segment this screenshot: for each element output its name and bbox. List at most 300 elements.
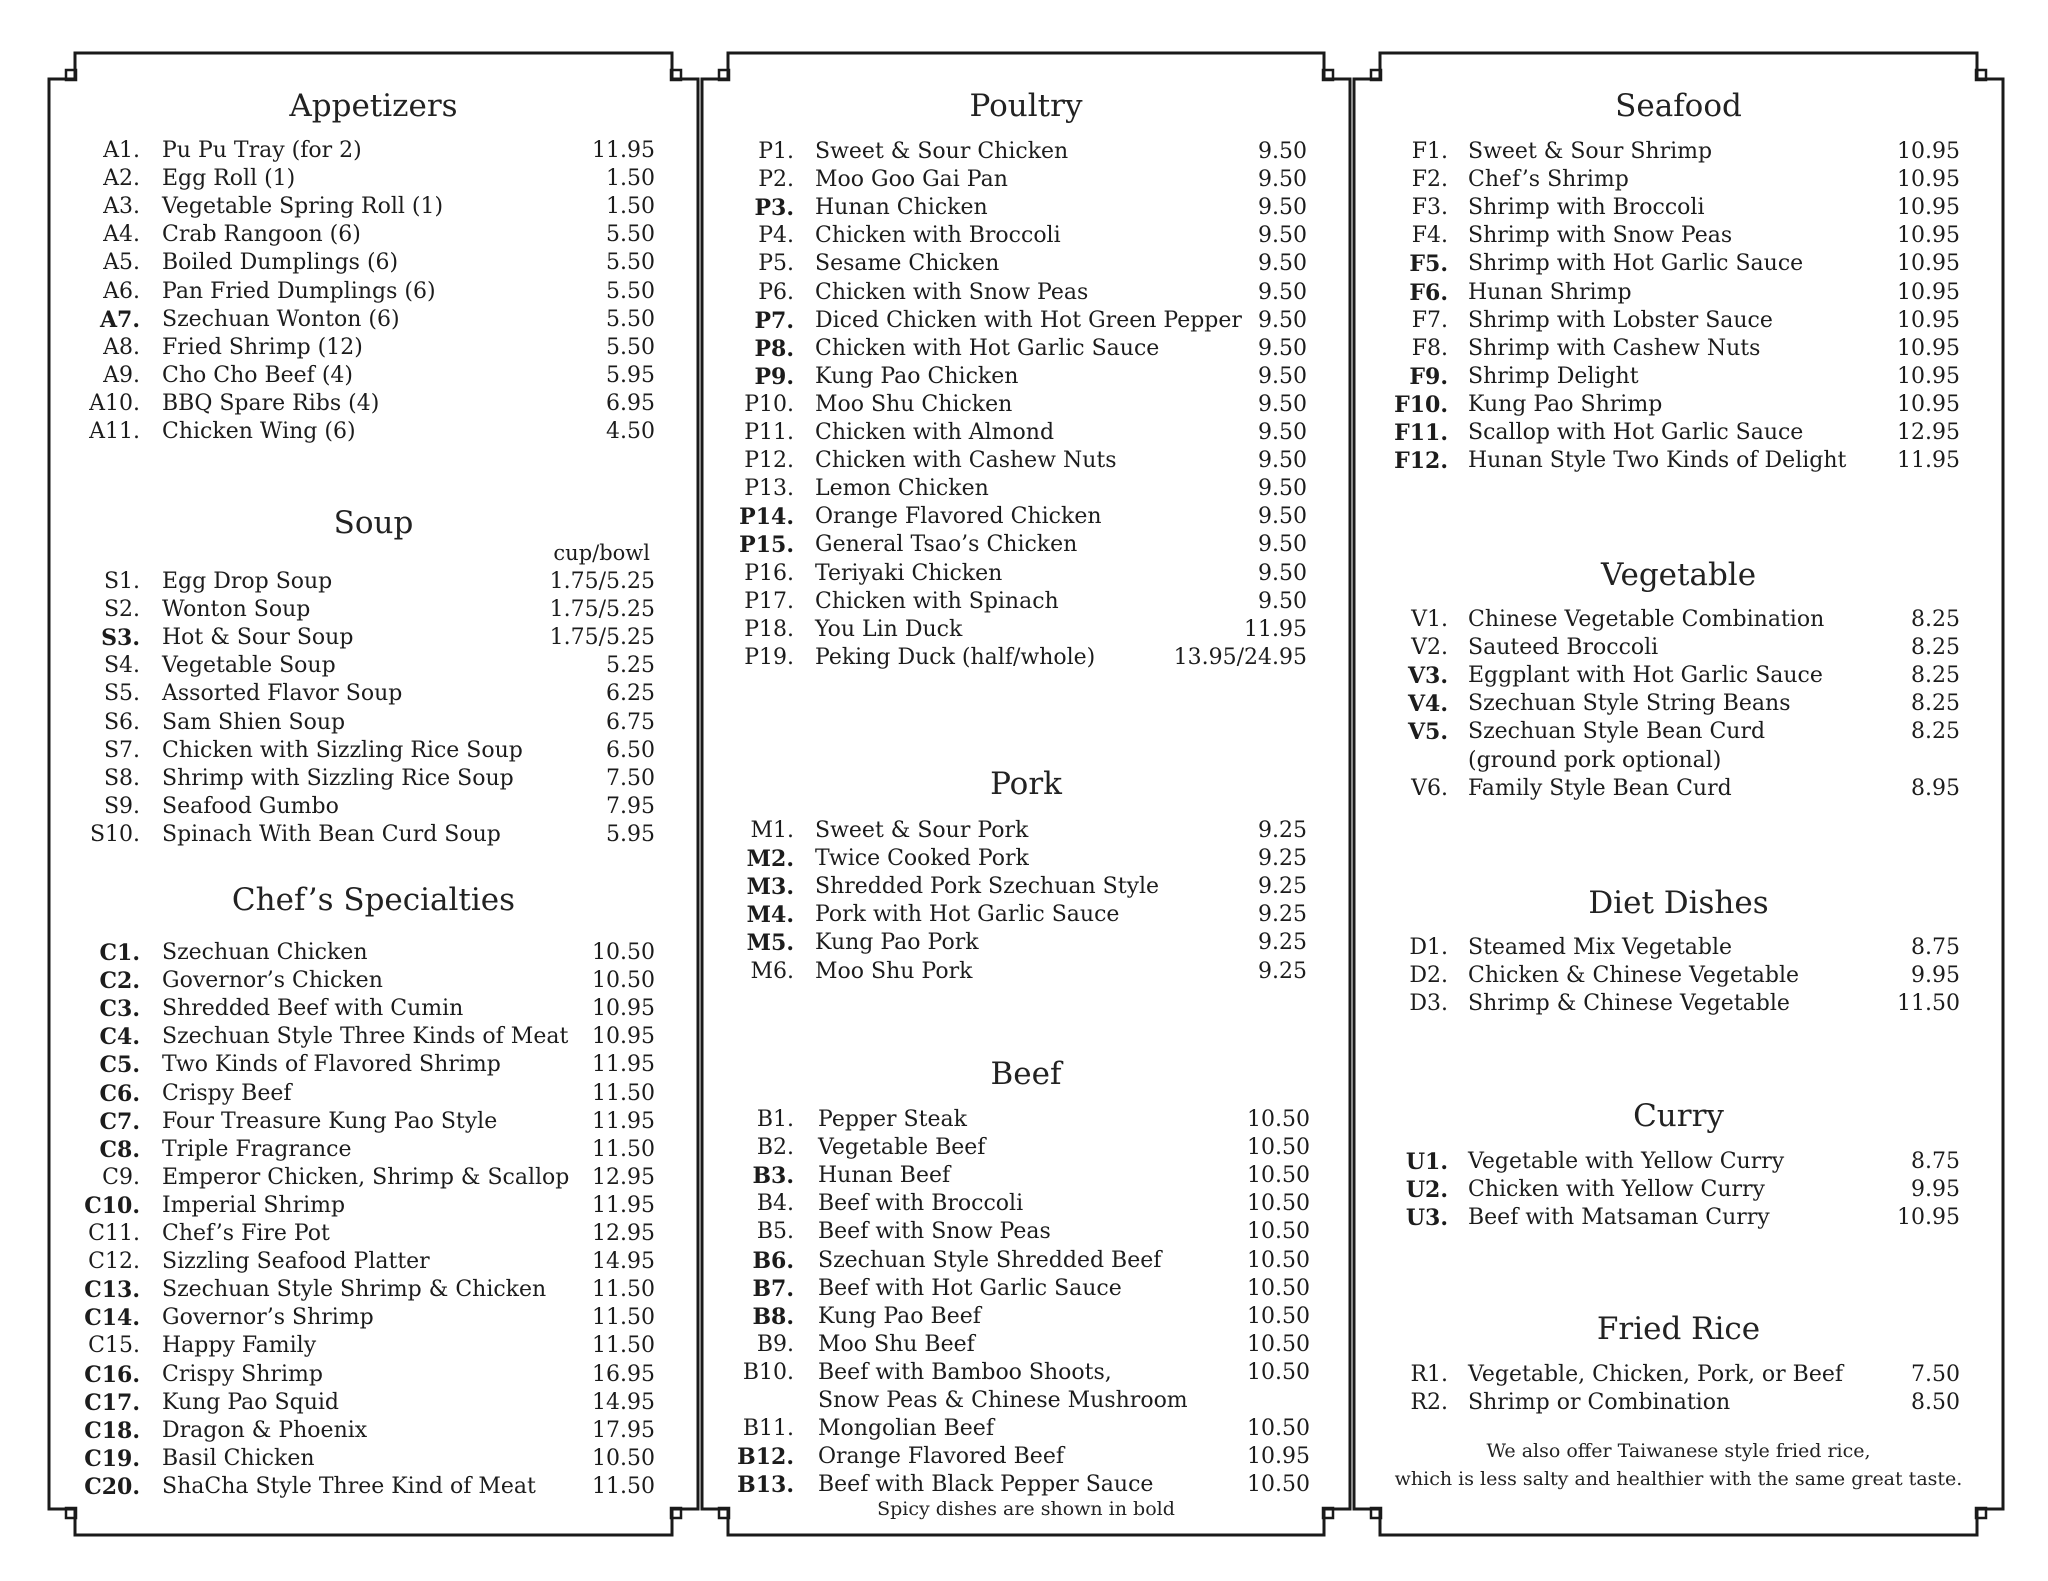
item-price: 10.95 <box>1897 251 1960 277</box>
item-price: 14.95 <box>592 1389 655 1415</box>
item-name: General Tsao’s Chicken <box>815 532 1078 558</box>
item-code: B11. <box>742 1416 794 1442</box>
menu-item-row <box>0 845 2048 873</box>
item-name: Orange Flavored Chicken <box>815 504 1102 530</box>
item-price: 13.95/24.95 <box>1173 644 1307 670</box>
item-name: Beef with Matsaman Curry <box>1468 1205 1770 1231</box>
item-price: 11.95 <box>1897 448 1960 474</box>
item-code: F7. <box>1411 307 1448 333</box>
item-name: Sweet & Sour Chicken <box>815 139 1069 164</box>
item-name: Mongolian Beef <box>818 1416 994 1442</box>
item-name: Shrimp with Lobster Sauce <box>1468 307 1773 333</box>
item-name: Szechuan Style Shredded Beef <box>818 1247 1162 1273</box>
fried-rice-note-line-1: We also offer Taiwanese style fried rice, <box>1486 1440 1871 1462</box>
section-title: Poultry <box>969 88 1083 124</box>
item-code: F4. <box>1411 223 1448 249</box>
item-code: C16. <box>84 1361 140 1388</box>
item-price: 10.50 <box>1247 1107 1310 1132</box>
item-price: 9.50 <box>1258 504 1307 530</box>
item-code: F12. <box>1394 448 1448 475</box>
item-name: Hunan Style Two Kinds of Delight <box>1468 448 1847 474</box>
item-price: 1.75/5.25 <box>549 569 655 594</box>
item-name: Hunan Shrimp <box>1468 279 1632 305</box>
item-price: 11.50 <box>592 1277 655 1303</box>
item-name: Egg Roll (1) <box>162 166 296 192</box>
item-code: A8. <box>103 334 140 360</box>
item-price: 5.50 <box>606 334 655 360</box>
item-price: 12.95 <box>592 1164 655 1190</box>
item-price: 8.25 <box>1911 691 1960 717</box>
item-code: S5. <box>103 681 140 707</box>
item-name: Chicken with Spinach <box>815 588 1059 614</box>
menu-item-row <box>0 1204 2048 1232</box>
menu-item-row <box>0 1415 2048 1443</box>
item-code: B13. <box>737 1472 794 1499</box>
item-code: S9. <box>103 793 140 819</box>
menu-item-row <box>0 1275 2048 1303</box>
item-price: 9.25 <box>1258 846 1307 872</box>
item-price: 8.75 <box>1911 935 1960 960</box>
item-price: 10.95 <box>592 1024 655 1050</box>
item-price: 1.50 <box>606 166 655 192</box>
menu-item-row <box>0 363 2048 391</box>
item-price: 9.50 <box>1258 139 1307 164</box>
item-price: 10.50 <box>1247 1191 1310 1217</box>
item-code: P16. <box>744 560 794 586</box>
menu-item-row <box>0 531 2048 559</box>
item-price: 9.50 <box>1258 448 1307 474</box>
item-code: A1. <box>103 138 140 163</box>
item-name: Chicken Wing (6) <box>162 419 356 444</box>
section-title: Vegetable <box>1600 557 1757 593</box>
item-name: Pepper Steak <box>818 1107 967 1132</box>
item-name: Szechuan Style Bean Curd <box>1468 719 1766 745</box>
item-code: B6. <box>752 1247 794 1274</box>
item-price: 5.50 <box>606 222 655 248</box>
menu-item-row <box>0 747 2048 775</box>
item-code: C2. <box>99 968 140 995</box>
item-name: Chinese Vegetable Combination <box>1468 607 1825 632</box>
section-title: Pork <box>990 766 1062 802</box>
item-code: B1. <box>756 1107 794 1132</box>
item-code: F3. <box>1411 195 1448 221</box>
item-name: ShaCha Style Three Kind of Meat <box>162 1473 536 1499</box>
item-price: 9.50 <box>1258 476 1307 502</box>
item-code: C19. <box>84 1445 140 1472</box>
item-code: P14. <box>739 504 794 531</box>
item-name: Diced Chicken with Hot Green Pepper <box>815 307 1242 333</box>
item-code: V5. <box>1407 719 1448 746</box>
item-code: P1. <box>758 139 794 164</box>
item-code: F2. <box>1411 167 1448 193</box>
item-name: Chicken with Sizzling Rice Soup <box>162 737 523 763</box>
item-price: 5.50 <box>606 278 655 304</box>
item-name: Sesame Chicken <box>815 251 1000 277</box>
item-code: P4. <box>758 223 794 249</box>
item-price: 14.95 <box>592 1249 655 1275</box>
item-name: Chicken with Broccoli <box>815 223 1061 249</box>
item-code: A10. <box>89 390 140 416</box>
item-price: 8.25 <box>1911 635 1960 661</box>
item-price: 10.95 <box>592 996 655 1022</box>
item-name: (ground pork optional) <box>1468 747 1722 773</box>
item-name: Happy Family <box>162 1333 317 1359</box>
section-title: Appetizers <box>289 88 458 124</box>
item-name: Pork with Hot Garlic Sauce <box>815 902 1120 928</box>
item-price: 11.50 <box>592 1333 655 1359</box>
item-name: Pu Pu Tray (for 2) <box>162 138 362 163</box>
item-code: M4. <box>746 902 794 929</box>
menu-item-row <box>0 475 2048 503</box>
item-name: Spinach With Bean Curd Soup <box>162 821 501 847</box>
item-code: P3. <box>754 195 794 222</box>
item-code: P8. <box>754 335 794 362</box>
item-price: 9.50 <box>1258 307 1307 333</box>
menu-item-row <box>0 662 2048 690</box>
item-code: F8. <box>1411 335 1448 361</box>
item-name: Four Treasure Kung Pao Style <box>162 1108 498 1134</box>
item-name: Chicken with Hot Garlic Sauce <box>815 335 1160 361</box>
item-name: Peking Duck (half/whole) <box>815 644 1096 670</box>
item-price: 9.25 <box>1258 958 1307 984</box>
item-code: C1. <box>99 940 140 966</box>
menu-item-row <box>0 718 2048 746</box>
item-name: Lemon Chicken <box>815 476 989 502</box>
item-name: Vegetable, Chicken, Pork, or Beef <box>1468 1362 1844 1387</box>
item-code: C6. <box>99 1080 140 1107</box>
item-code: P9. <box>754 363 794 390</box>
item-price: 1.50 <box>606 194 655 220</box>
menu-item-row <box>0 634 2048 662</box>
item-price: 11.50 <box>592 1080 655 1106</box>
item-code: F1. <box>1411 139 1448 164</box>
item-code: P15. <box>739 532 794 559</box>
item-name: Szechuan Style String Beans <box>1468 691 1791 717</box>
item-name: Fried Shrimp (12) <box>162 334 363 360</box>
item-price: 9.25 <box>1258 930 1307 956</box>
item-price: 5.95 <box>606 362 655 388</box>
item-code: S10. <box>89 821 140 847</box>
item-code: S2. <box>103 597 140 623</box>
item-code: S7. <box>103 737 140 763</box>
item-price: 9.50 <box>1258 167 1307 193</box>
item-name: Hunan Beef <box>818 1163 951 1189</box>
item-price: 4.50 <box>606 419 655 444</box>
item-price: 5.50 <box>606 306 655 332</box>
item-name: Snow Peas & Chinese Mushroom <box>818 1388 1188 1413</box>
item-name: Shrimp & Chinese Vegetable <box>1468 991 1790 1017</box>
item-code: S1. <box>103 569 140 594</box>
section-title: Beef <box>990 1056 1062 1092</box>
item-price: 10.95 <box>1897 307 1960 333</box>
item-code: C17. <box>84 1389 140 1416</box>
item-name: Pan Fried Dumplings (6) <box>162 278 436 304</box>
menu-item-row <box>0 335 2048 363</box>
item-name: Chicken with Cashew Nuts <box>815 448 1117 474</box>
item-name: Kung Pao Chicken <box>815 363 1019 389</box>
item-code: S3. <box>101 625 140 652</box>
item-price: 11.95 <box>592 138 655 163</box>
item-price: 10.95 <box>1897 139 1960 164</box>
item-code: B8. <box>752 1303 794 1330</box>
item-code: P11. <box>744 420 794 445</box>
item-price: 10.50 <box>592 1445 655 1471</box>
item-name: Beef with Bamboo Shoots, <box>818 1359 1112 1385</box>
menu-item-row <box>0 1148 2048 1176</box>
item-code: P17. <box>744 588 794 614</box>
item-code: A6. <box>103 278 140 304</box>
item-price: 9.50 <box>1258 588 1307 614</box>
section-title: Chef’s Specialties <box>231 882 516 918</box>
item-price: 10.95 <box>1897 279 1960 305</box>
item-price: 8.25 <box>1911 607 1960 632</box>
item-name: Kung Pao Beef <box>818 1303 981 1329</box>
menu-item-row <box>0 1247 2048 1275</box>
item-name: Governor’s Chicken <box>162 968 383 994</box>
item-name: Szechuan Style Shrimp & Chicken <box>162 1277 547 1303</box>
item-price: 6.25 <box>606 681 655 707</box>
item-price: 12.95 <box>1897 420 1960 445</box>
item-code: V3. <box>1407 663 1448 690</box>
item-name: Moo Goo Gai Pan <box>815 167 1008 193</box>
item-name: Sauteed Broccoli <box>1468 635 1659 661</box>
item-price: 11.50 <box>592 1136 655 1162</box>
item-name: Chef’s Shrimp <box>1468 167 1629 193</box>
item-name: Beef with Black Pepper Sauce <box>818 1472 1154 1498</box>
item-name: Wonton Soup <box>162 597 311 623</box>
item-code: P18. <box>744 616 794 642</box>
menu-item-row <box>0 307 2048 335</box>
item-price: 9.25 <box>1258 818 1307 843</box>
menu-item-row <box>0 250 2048 278</box>
item-code: S4. <box>103 653 140 679</box>
item-name: Hot & Sour Soup <box>162 625 354 651</box>
item-name: Vegetable Spring Roll (1) <box>162 194 444 220</box>
item-code: B10. <box>742 1359 794 1385</box>
item-code: D2. <box>1409 963 1448 989</box>
item-name: Moo Shu Beef <box>818 1331 975 1357</box>
section-title: Diet Dishes <box>1588 885 1769 921</box>
item-price: 10.50 <box>1247 1472 1310 1498</box>
item-price: 10.95 <box>1897 167 1960 193</box>
item-name: Basil Chicken <box>162 1445 315 1471</box>
menu-item-row <box>0 447 2048 475</box>
item-name: Vegetable Beef <box>818 1135 986 1161</box>
item-code: B3. <box>752 1163 794 1190</box>
item-name: Szechuan Style Three Kinds of Meat <box>162 1024 569 1050</box>
item-code: C9. <box>102 1164 140 1190</box>
item-code: A7. <box>99 306 140 333</box>
item-name: Moo Shu Pork <box>815 958 973 984</box>
item-code: C11. <box>88 1221 140 1246</box>
item-name: BBQ Spare Ribs (4) <box>162 390 380 416</box>
item-price: 5.25 <box>606 653 655 679</box>
item-price: 7.50 <box>1911 1362 1960 1387</box>
item-code: P6. <box>758 279 794 305</box>
menu-item-row <box>0 1176 2048 1204</box>
item-price: 10.50 <box>1247 1219 1310 1245</box>
item-name: Beef with Snow Peas <box>818 1219 1051 1245</box>
item-price: 8.25 <box>1911 663 1960 689</box>
item-code: C15. <box>88 1333 140 1359</box>
item-price: 9.50 <box>1258 251 1307 277</box>
item-code: F10. <box>1394 391 1448 418</box>
item-price: 8.50 <box>1911 1390 1960 1416</box>
item-name: Chef’s Fire Pot <box>162 1221 330 1246</box>
item-name: Orange Flavored Beef <box>818 1444 1064 1470</box>
item-code: P12. <box>744 448 794 474</box>
item-name: Sweet & Sour Shrimp <box>1468 139 1713 164</box>
item-code: C13. <box>84 1277 140 1304</box>
item-name: Assorted Flavor Soup <box>162 681 403 707</box>
item-code: P10. <box>744 391 794 417</box>
item-price: 10.50 <box>592 940 655 965</box>
menu-item-row <box>0 962 2048 990</box>
item-name: Vegetable Soup <box>162 653 336 679</box>
item-price: 10.95 <box>1897 335 1960 361</box>
item-price: 10.50 <box>1247 1359 1310 1385</box>
item-code: C14. <box>84 1305 140 1332</box>
item-name: Beef with Broccoli <box>818 1191 1024 1217</box>
menu-item-row <box>0 503 2048 531</box>
menu-item-row <box>0 1023 2048 1051</box>
item-code: P7. <box>754 307 794 334</box>
item-code: V6. <box>1411 775 1448 801</box>
item-price: 12.95 <box>592 1221 655 1246</box>
item-name: Shrimp with Cashew Nuts <box>1468 335 1761 361</box>
section-title: Seafood <box>1615 88 1742 124</box>
item-code: F5. <box>1409 251 1448 278</box>
item-price: 8.75 <box>1911 1149 1960 1174</box>
menu-item-row <box>0 391 2048 419</box>
item-name: Shrimp Delight <box>1468 363 1639 389</box>
item-price: 9.25 <box>1258 874 1307 900</box>
item-name: Imperial Shrimp <box>162 1192 346 1218</box>
item-name: Emperor Chicken, Shrimp & Scallop <box>162 1164 570 1190</box>
item-price: 5.95 <box>606 821 655 847</box>
item-name: You Lin Duck <box>815 616 963 642</box>
item-price: 9.50 <box>1258 335 1307 361</box>
item-name: Shrimp with Snow Peas <box>1468 223 1733 249</box>
item-code: U2. <box>1405 1177 1448 1204</box>
item-code: C4. <box>99 1024 140 1051</box>
item-price: 10.50 <box>1247 1303 1310 1329</box>
item-price: 9.50 <box>1258 420 1307 445</box>
item-name: Chicken with Almond <box>815 420 1055 445</box>
item-price: 17.95 <box>592 1417 655 1443</box>
item-name: Steamed Mix Vegetable <box>1468 935 1733 960</box>
item-code: V2. <box>1411 635 1448 661</box>
item-name: Family Style Bean Curd <box>1468 775 1732 801</box>
item-code: A3. <box>103 194 140 220</box>
item-price: 10.50 <box>1247 1247 1310 1273</box>
item-price: 10.95 <box>1897 391 1960 417</box>
item-price: 9.25 <box>1258 902 1307 928</box>
item-code: B4. <box>756 1191 794 1217</box>
item-code: A9. <box>103 362 140 388</box>
item-name: Szechuan Wonton (6) <box>162 306 400 332</box>
item-code: F11. <box>1394 420 1448 446</box>
section-title: Curry <box>1633 1098 1724 1134</box>
item-code: U1. <box>1405 1149 1448 1175</box>
item-code: M1. <box>750 818 794 843</box>
item-code: M3. <box>746 874 794 901</box>
item-price: 8.95 <box>1911 775 1960 801</box>
menu-item-row <box>0 934 2048 962</box>
item-code: C20. <box>84 1473 140 1500</box>
item-price: 9.50 <box>1258 560 1307 586</box>
item-code: A11. <box>89 419 140 444</box>
item-price: 11.95 <box>592 1192 655 1218</box>
item-name: Chicken with Yellow Curry <box>1468 1177 1765 1203</box>
item-code: M6. <box>750 958 794 984</box>
item-code: S6. <box>103 709 140 735</box>
item-price: 10.95 <box>1247 1444 1310 1470</box>
menu-item-row <box>0 279 2048 307</box>
item-name: Kung Pao Shrimp <box>1468 391 1663 417</box>
item-price: 16.95 <box>592 1361 655 1387</box>
item-name: Chicken with Snow Peas <box>815 279 1089 305</box>
item-code: P19. <box>744 644 794 670</box>
menu-item-row <box>0 166 2048 194</box>
item-name: Szechuan Chicken <box>162 940 368 965</box>
item-price: 11.50 <box>1897 991 1960 1017</box>
item-name: Moo Shu Chicken <box>815 391 1013 417</box>
item-price: 10.95 <box>1897 363 1960 389</box>
item-price: 9.95 <box>1911 1177 1960 1203</box>
item-price: 10.50 <box>1247 1163 1310 1189</box>
item-price: 7.95 <box>606 793 655 819</box>
spicy-footnote: Spicy dishes are shown in bold <box>877 1498 1175 1520</box>
item-price: 9.50 <box>1258 279 1307 305</box>
item-price: 10.50 <box>1247 1331 1310 1357</box>
item-name: Cho Cho Beef (4) <box>162 362 353 388</box>
item-name: Shredded Beef with Cumin <box>162 996 464 1022</box>
item-price: 9.50 <box>1258 363 1307 389</box>
item-price: 11.50 <box>592 1473 655 1499</box>
item-name: Triple Fragrance <box>162 1136 352 1162</box>
item-code: P2. <box>758 167 794 193</box>
item-price: 1.75/5.25 <box>549 597 655 623</box>
item-name: Shrimp with Hot Garlic Sauce <box>1468 251 1804 277</box>
item-code: C10. <box>84 1192 140 1219</box>
menu-item-row <box>0 419 2048 447</box>
item-name: Crispy Beef <box>162 1080 292 1106</box>
item-code: S8. <box>103 765 140 791</box>
item-price: 10.95 <box>1897 195 1960 221</box>
item-name: Dragon & Phoenix <box>162 1417 368 1443</box>
item-code: C18. <box>84 1417 140 1444</box>
item-price: 9.50 <box>1258 195 1307 221</box>
item-name: Twice Cooked Pork <box>815 846 1029 872</box>
item-code: A4. <box>103 222 140 248</box>
item-code: C12. <box>88 1249 140 1275</box>
item-code: B12. <box>737 1444 794 1471</box>
menu-item-row <box>0 1389 2048 1417</box>
item-code: V4. <box>1407 691 1448 718</box>
item-price: 10.95 <box>1897 1205 1960 1231</box>
item-code: C8. <box>99 1136 140 1163</box>
item-code: B7. <box>752 1275 794 1302</box>
item-name: Shrimp or Combination <box>1468 1390 1731 1416</box>
item-name: Seafood Gumbo <box>162 793 339 819</box>
item-name: Boiled Dumplings (6) <box>162 250 399 276</box>
item-name: Vegetable with Yellow Curry <box>1468 1149 1785 1174</box>
item-name: Hunan Chicken <box>815 195 988 221</box>
menu-item-row <box>0 1361 2048 1389</box>
item-name: Shrimp with Sizzling Rice Soup <box>162 765 514 791</box>
item-code: A5. <box>103 250 140 276</box>
